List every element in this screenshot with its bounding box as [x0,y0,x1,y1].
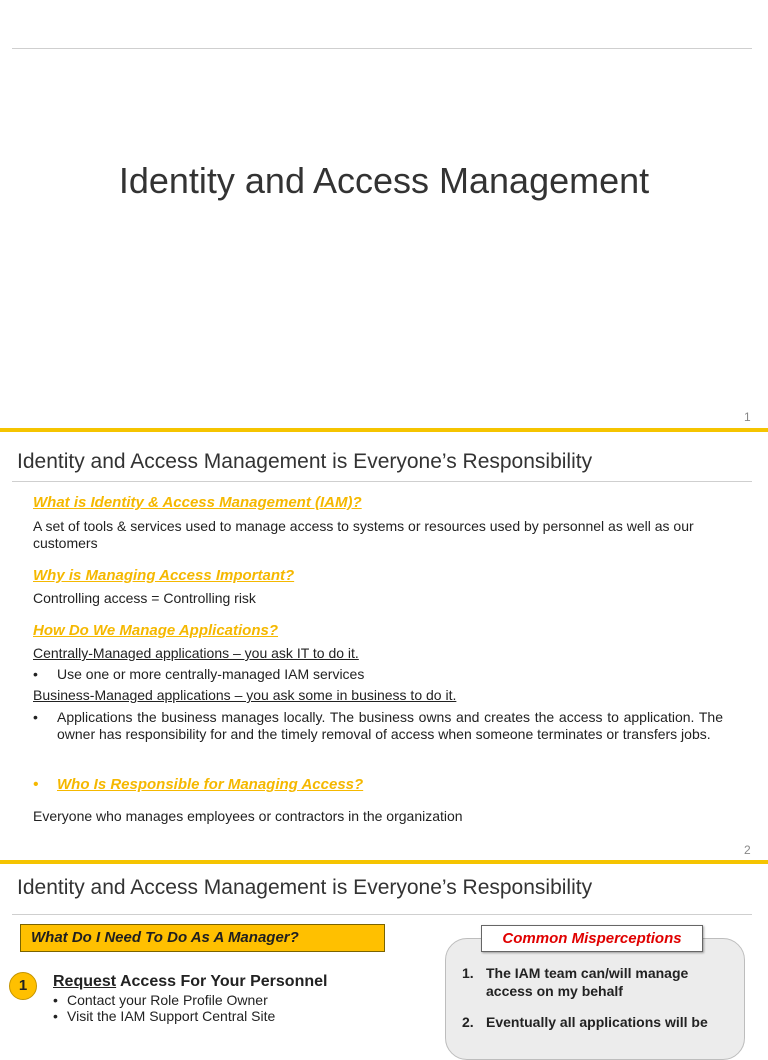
bullet-dot: • [33,709,38,725]
centrally-managed-bullet [33,666,723,683]
manager-question-box: What Do I Need To Do As A Manager? [20,924,385,952]
misperception-item [462,964,732,1000]
business-managed-bullet [33,709,723,743]
step-heading-rest: Access For Your Personnel [116,973,328,990]
slide-separator-bar [0,860,768,864]
question-who-responsible-text: Who Is Responsible for Managing Access? [57,776,364,793]
misperception-text: The IAM team can/will manage access on my behalf [486,965,689,999]
centrally-managed-heading: Centrally-Managed applications – you ask IT to do it. [33,645,359,661]
slide1-title: Identity and Access Management [118,160,650,201]
question-why-important: Why is Managing Access Important? [33,567,295,584]
bullet-dot: • [33,666,38,682]
slide2-title-divider [12,481,752,482]
step-bullet-text: Contact your Role Profile Owner [67,992,268,1008]
misperception-item [462,1013,732,1031]
question-who-responsible [33,776,363,793]
question-how-manage: How Do We Manage Applications? [33,622,279,639]
step-number-badge: 1 [9,972,37,1000]
top-divider [12,48,752,49]
misperception-number: 2. [462,1014,474,1030]
slide2-title: Identity and Access Management is Everyone’s Responsibility [17,450,593,473]
misperceptions-label: Common Misperceptions [481,925,703,952]
step-bullet-text: Visit the IAM Support Central Site [67,1008,276,1024]
bullet-dot: • [53,1008,58,1024]
step-heading [53,973,327,991]
bullet-dot: • [53,992,58,1008]
answer-who-responsible: Everyone who manages employees or contractors in the organization [33,808,463,824]
bullet-dot: • [33,776,39,793]
question-what-is-iam: What is Identity & Access Management (IAM)? [33,494,362,511]
step-heading-request: Request [53,973,117,990]
answer-what-is-iam: A set of tools & services used to manage access to systems or resources used by personnel as well as our customers [33,518,694,551]
centrally-managed-bullet-text: Use one or more centrally-managed IAM services [57,666,365,682]
slide2-page-number: 2 [744,843,751,857]
misperception-number: 1. [462,965,474,981]
slide1-page-number: 1 [744,410,751,424]
business-managed-bullet-text: Applications the business manages locally. The business owns and creates the access to application. The owner has responsibility for and the timely removal of access when someone terminates or transfers jobs. [57,709,723,742]
slide3-title: Identity and Access Management is Everyone’s Responsibility [17,876,593,899]
slide-separator-bar [0,428,768,432]
step-bullet [53,1008,275,1024]
slide3-title-divider [12,914,752,915]
step-bullet [53,992,268,1008]
misperception-text: Eventually all applications will be [486,1014,708,1030]
answer-why-important: Controlling access = Controlling risk [33,590,256,606]
business-managed-heading: Business-Managed applications – you ask some in business to do it. [33,687,457,703]
